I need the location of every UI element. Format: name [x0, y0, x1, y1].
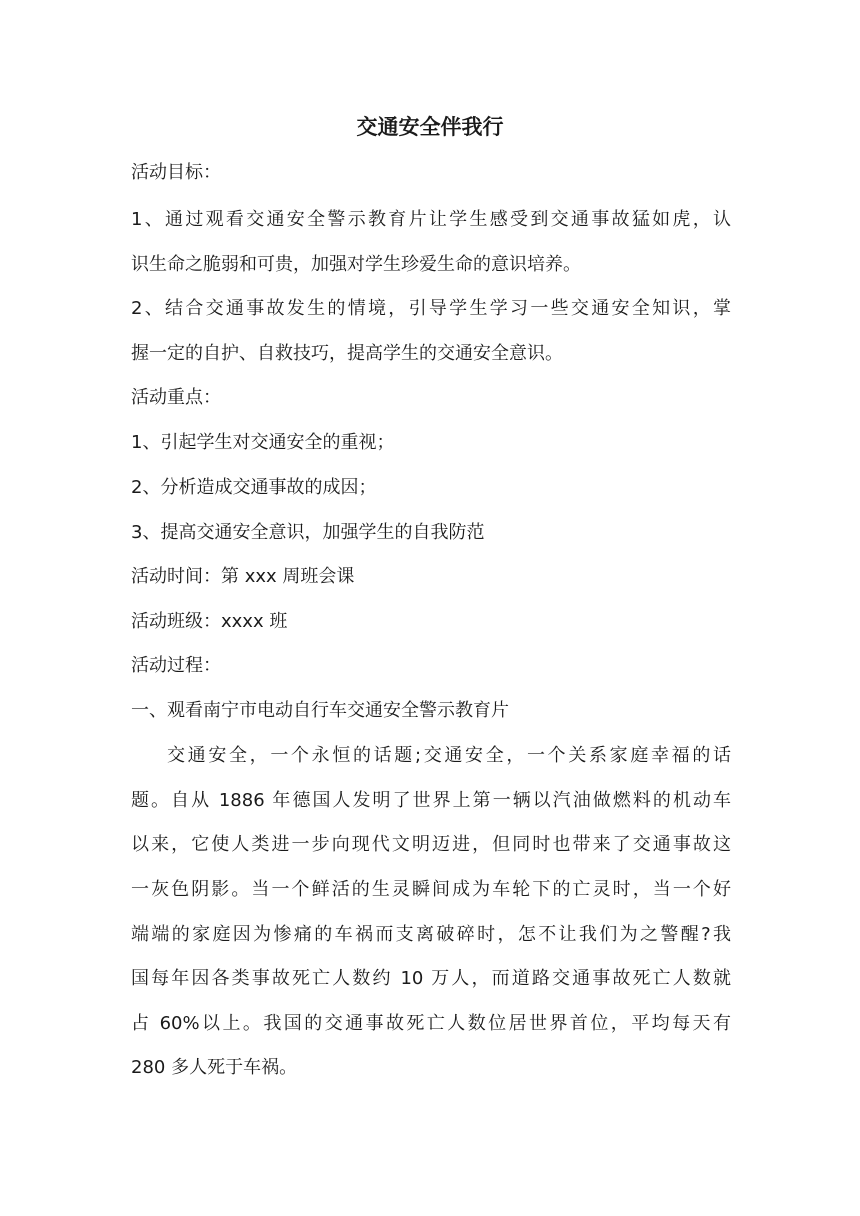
paragraph-line-6: 国每年因各类事故死亡人数约 10 万人，而道路交通事故死亡人数就: [131, 968, 731, 989]
paragraph-line-5: 端端的家庭因为惨痛的车祸而支离破碎时，怎不让我们为之警醒?我: [131, 924, 731, 945]
goal-heading: 活动目标：: [131, 162, 221, 183]
goal-1-line-2: 识生命之脆弱和可贵，加强对学生珍爱生命的意识培养。: [131, 254, 581, 275]
paragraph-line-1: 交通安全，一个永恒的话题;交通安全，一个关系家庭幸福的话: [167, 745, 731, 766]
paragraph-line-8: 280 多人死于车祸。: [131, 1057, 298, 1078]
paragraph-line-4: 一灰色阴影。当一个鲜活的生灵瞬间成为车轮下的亡灵时，当一个好: [131, 879, 731, 900]
paragraph-line-2: 题。自从 1886 年德国人发明了世界上第一辆以汽油做燃料的机动车: [131, 790, 731, 811]
focus-item-2: 2、分析造成交通事故的成因；: [131, 477, 377, 498]
paragraph-line-7: 占 60%以上。我国的交通事故死亡人数位居世界首位，平均每天有: [131, 1013, 731, 1034]
process-heading: 活动过程：: [131, 655, 221, 676]
activity-class: 活动班级：xxxx 班: [131, 611, 288, 632]
document-title: 交通安全伴我行: [356, 115, 504, 139]
goal-2-line-1: 2、结合交通事故发生的情境，引导学生学习一些交通安全知识，掌: [131, 298, 731, 319]
focus-heading: 活动重点：: [131, 387, 221, 408]
focus-item-1: 1、引起学生对交通安全的重视；: [131, 432, 395, 453]
activity-time: 活动时间：第 xxx 周班会课: [131, 566, 355, 587]
paragraph-line-3: 以来，它使人类进一步向现代文明迈进，但同时也带来了交通事故这: [131, 834, 731, 855]
goal-1-line-1: 1、通过观看交通安全警示教育片让学生感受到交通事故猛如虎，认: [131, 209, 731, 230]
focus-item-3: 3、提高交通安全意识，加强学生的自我防范: [131, 522, 485, 543]
section-1-heading: 一、观看南宁市电动自行车交通安全警示教育片: [131, 700, 509, 721]
goal-2-line-2: 握一定的自护、自救技巧，提高学生的交通安全意识。: [131, 343, 563, 364]
